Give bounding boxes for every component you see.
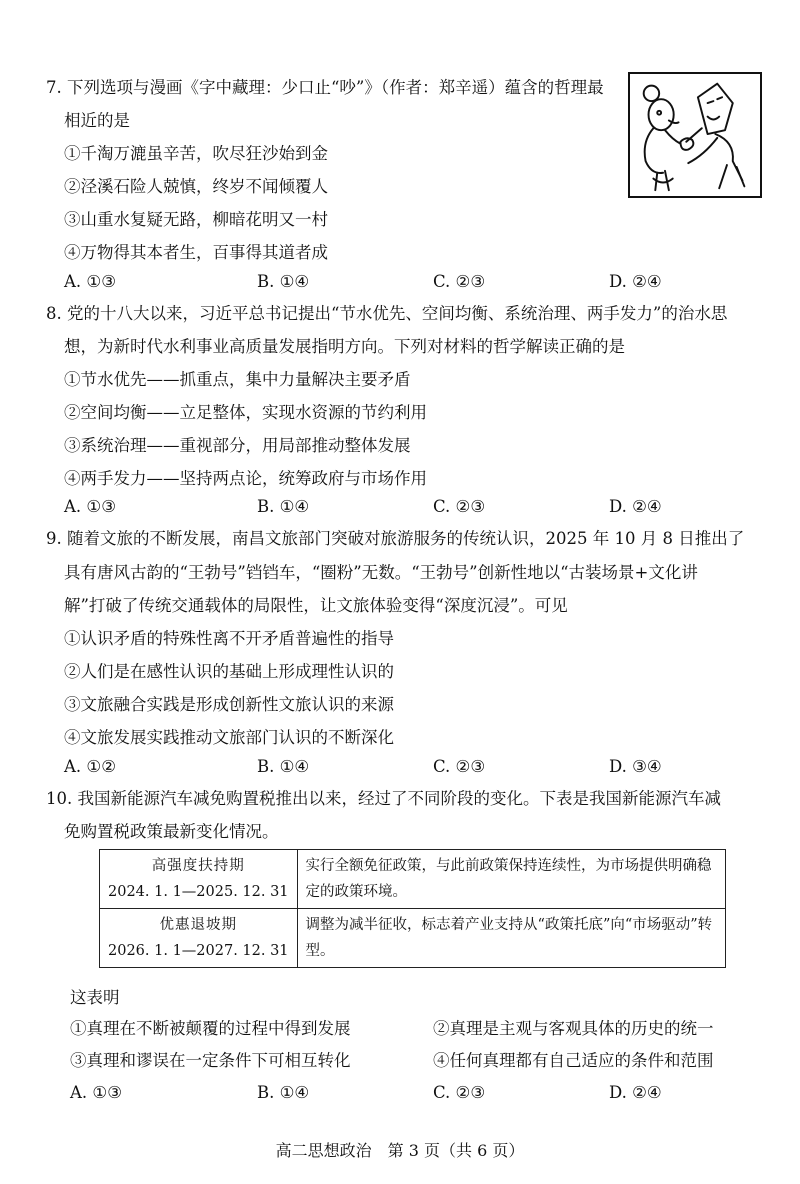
q10-option-d: D. ②④ bbox=[609, 1083, 662, 1102]
period-dates: 2026. 1. 1—2027. 12. 31 bbox=[108, 943, 289, 959]
period-name: 高强度扶持期 bbox=[151, 858, 245, 874]
q10-item-2: ②真理是主观与客观具体的历史的统一 bbox=[433, 1019, 714, 1038]
period-dates: 2024. 1. 1—2025. 12. 31 bbox=[108, 884, 289, 900]
q8-stem-line2: 想，为新时代水利事业高质量发展指明方向。下列对材料的哲学解读正确的是 bbox=[64, 337, 625, 356]
q8-item-1: ①节水优先——抓重点，集中力量解决主要矛盾 bbox=[64, 370, 411, 389]
q9-option-b: B. ①④ bbox=[257, 757, 310, 776]
q8-option-b: B. ①④ bbox=[257, 497, 310, 516]
q9-stem-line1: 9. 随着文旅的不断发展，南昌文旅部门突破对旅游服务的传统认识，2025 年 10 月 8 日推出了 bbox=[46, 529, 745, 548]
policy-description: 实行全额免征政策，与此前政策保持连续性，为市场提供明确稳定的政策环境。 bbox=[297, 850, 725, 909]
table-row bbox=[100, 850, 726, 909]
policy-table bbox=[99, 849, 726, 968]
period-name: 优惠退坡期 bbox=[159, 917, 238, 933]
q7-stem-line1: 7. 下列选项与漫画《字中藏理：少口止“吵”》（作者：郑辛遥）蕴含的哲理最 bbox=[46, 78, 604, 97]
q10-lead: 这表明 bbox=[70, 988, 120, 1007]
q10-option-b: B. ①④ bbox=[257, 1083, 310, 1102]
q9-stem-line2: 具有唐风古韵的“王勃号”铛铛车，“圈粉”无数。“王勃号”创新性地以“古装场景+文化讲 bbox=[64, 563, 698, 582]
q10-option-a: A. ①③ bbox=[70, 1083, 122, 1102]
q8-item-4: ④两手发力——坚持两点论，统筹政府与市场作用 bbox=[64, 469, 427, 488]
q9-item-3: ③文旅融合实践是形成创新性文旅认识的来源 bbox=[64, 695, 394, 714]
table-row bbox=[100, 909, 726, 968]
q8-option-a: A. ①③ bbox=[64, 497, 116, 516]
q8-item-3: ③系统治理——重视部分，用局部推动整体发展 bbox=[64, 436, 411, 455]
q8-stem-line1: 8. 党的十八大以来，习近平总书记提出“节水优先、空间均衡、系统治理、两手发力”的治水思 bbox=[46, 304, 728, 323]
q7-item-2: ②泾溪石险人兢慎，终岁不闻倾覆人 bbox=[64, 177, 328, 196]
policy-description: 调整为减半征收，标志着产业支持从“政策托底”向“市场驱动”转型。 bbox=[297, 909, 725, 968]
cartoon-drawing bbox=[630, 74, 760, 196]
q10-stem-line2: 免购置税政策最新变化情况。 bbox=[64, 822, 279, 841]
period-cell bbox=[100, 850, 298, 909]
q7-option-b: B. ①④ bbox=[257, 272, 310, 291]
period-cell bbox=[100, 909, 298, 968]
q9-stem-line3: 解”打破了传统交通载体的局限性，让文旅体验变得“深度沉浸”。可见 bbox=[64, 596, 568, 615]
q8-option-d: D. ②④ bbox=[609, 497, 662, 516]
q10-stem-line1: 10. 我国新能源汽车减免购置税推出以来，经过了不同阶段的变化。下表是我国新能源汽车减 bbox=[46, 789, 721, 808]
q9-item-2: ②人们是在感性认识的基础上形成理性认识的 bbox=[64, 662, 394, 681]
page-footer: 高二思想政治 第 3 页（共 6 页） bbox=[275, 1141, 525, 1160]
q7-option-d: D. ②④ bbox=[609, 272, 662, 291]
q7-stem-line2: 相近的是 bbox=[64, 111, 130, 130]
q9-item-4: ④文旅发展实践推动文旅部门认识的不断深化 bbox=[64, 728, 394, 747]
q9-item-1: ①认识矛盾的特殊性离不开矛盾普遍性的指导 bbox=[64, 629, 394, 648]
cartoon-illustration bbox=[628, 72, 762, 198]
q8-item-2: ②空间均衡——立足整体，实现水资源的节约利用 bbox=[64, 403, 427, 422]
q9-option-c: C. ②③ bbox=[433, 757, 486, 776]
q10-item-3: ③真理和谬误在一定条件下可相互转化 bbox=[70, 1051, 351, 1070]
q9-option-a: A. ①② bbox=[64, 757, 116, 776]
q8-option-c: C. ②③ bbox=[433, 497, 486, 516]
q10-item-4: ④任何真理都有自己适应的条件和范围 bbox=[433, 1051, 714, 1070]
q7-item-3: ③山重水复疑无路，柳暗花明又一村 bbox=[64, 210, 328, 229]
q9-option-d: D. ③④ bbox=[609, 757, 662, 776]
q7-option-c: C. ②③ bbox=[433, 272, 486, 291]
q10-option-c: C. ②③ bbox=[433, 1083, 486, 1102]
q7-option-a: A. ①③ bbox=[64, 272, 116, 291]
q7-item-4: ④万物得其本者生，百事得其道者成 bbox=[64, 243, 328, 262]
q7-item-1: ①千淘万漉虽辛苦，吹尽狂沙始到金 bbox=[64, 144, 328, 163]
q10-item-1: ①真理在不断被颠覆的过程中得到发展 bbox=[70, 1019, 351, 1038]
